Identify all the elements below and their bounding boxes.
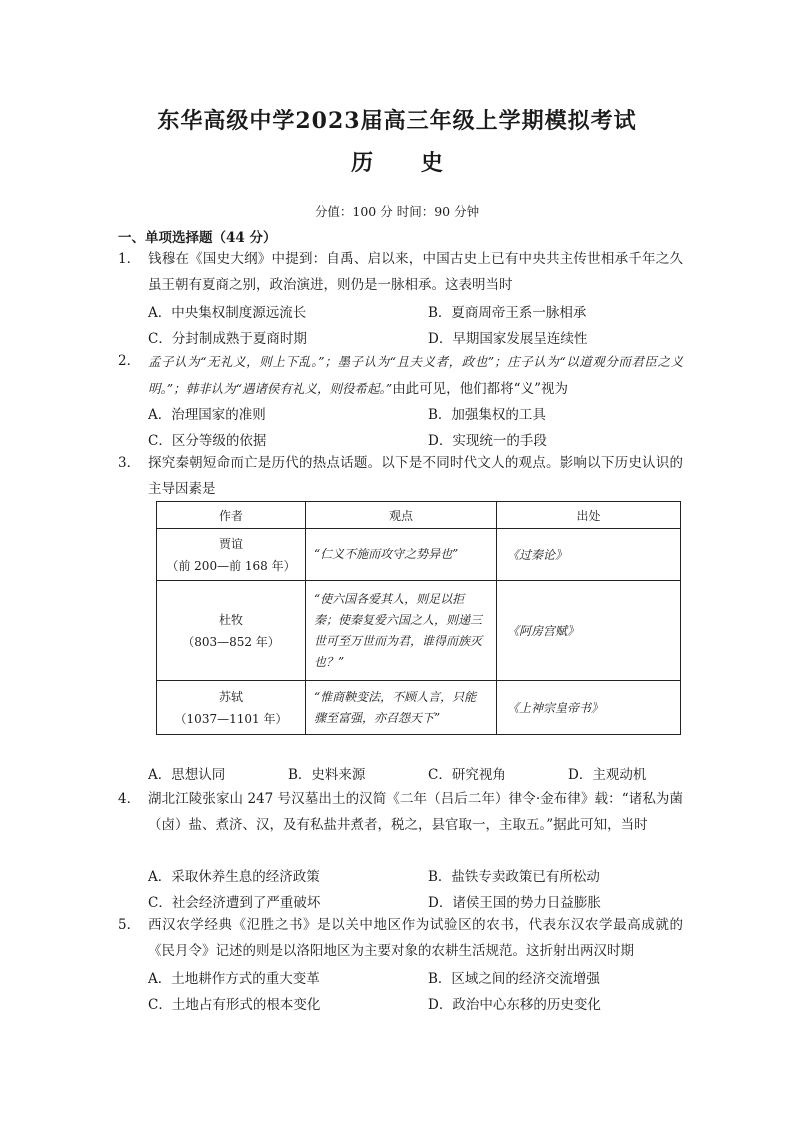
author-name: 苏轼 [218,689,243,704]
table-row [157,529,681,581]
option-d[interactable]: D．实现统一的手段 [428,433,547,449]
author-cell [157,681,306,735]
classical-quotes: 孟子认为“无礼义，则上下乱。”；墨子认为“且夫义者，政也”；庄子认为“以道观分而君臣之义明。”；韩非认为“遇诸侯有礼义，则役希起。” [148,354,683,396]
question-2 [118,349,683,402]
question-stem [148,349,683,402]
author-name: 贾谊 [218,536,243,551]
exam-meta: 分值：100 分 时间：90 分钟 [314,204,480,219]
author-years: （前 200—前 168 年） [166,558,296,573]
option-c[interactable]: C．研究视角 [428,767,506,783]
author-name: 杜牧 [218,612,243,627]
question-stem: 钱穆在《国史大纲》中提到：自禹、启以来，中国古史上已有中央共主传世相承千年之久虽王朝有夏商之别，政治演进，则仍是一脉相承。这表明当时 [148,251,683,293]
table-row [157,581,681,681]
option-a[interactable]: A．中央集权制度源远流长 [148,305,307,321]
question-stem: 湖北江陵张家山 247 号汉墓出土的汉简《二年（吕后二年）律令·金布律》载：“诸私为菌（卤）盐、煮济、汉，及有私盐井煮者，税之，县官取一，主取五。”据此可知，当时 [148,791,683,833]
view-cell: “仁义不施而攻守之势异也” [306,529,497,581]
question-1 [118,247,683,298]
option-d[interactable]: D．主观动机 [568,767,647,783]
option-d[interactable]: D．政治中心东移的历史变化 [428,997,601,1013]
author-cell [157,529,306,581]
table-row [157,681,681,735]
exam-title: 东华高级中学2023届高三年级上学期模拟考试 [157,108,637,134]
column-header: 观点 [306,502,497,529]
author-cell [157,581,306,681]
question-stem: 西汉农学经典《氾胜之书》是以关中地区作为试验区的农书，代表东汉农学最高成就的《民月令》记述的则是以洛阳地区为主要对象的农耕生活规范。这折射出两汉时期 [148,917,683,959]
question-number: 3． [118,455,141,471]
view-cell: “使六国各爱其人，则足以拒秦；使秦复爱六国之人，则递三世可至万世而为君，谁得而族灭也？” [306,581,497,681]
option-a[interactable]: A．土地耕作方式的重大变革 [148,971,320,987]
question-3 [118,451,683,502]
option-b[interactable]: B．盐铁专卖政策已有所松动 [428,869,600,885]
column-header: 出处 [497,502,681,529]
author-years: （803—852 年） [182,634,280,649]
option-c[interactable]: C．土地占有形式的根本变化 [148,997,321,1013]
question-stem: 探究秦朝短命而亡是历代的热点话题。以下是不同时代文人的观点。影响以下历史认识的主导因素是 [148,455,683,497]
option-c[interactable]: C．区分等级的依据 [148,433,267,449]
source-cell: 《过秦论》 [497,529,681,581]
subject-title: 历 史 [351,150,463,176]
section-heading: 一、单项选择题（44 分） [118,230,277,246]
option-c[interactable]: C．分封制成熟于夏商时期 [148,331,307,347]
question-5 [118,913,683,964]
question-number: 1． [118,251,141,267]
option-d[interactable]: D．早期国家发展呈连续性 [428,331,588,347]
source-cell: 《上神宗皇帝书》 [497,681,681,735]
option-b[interactable]: B．夏商周帝王系一脉相承 [428,305,587,321]
option-c[interactable]: C．社会经济遭到了严重破坏 [148,895,321,911]
option-b[interactable]: B．区域之间的经济交流增强 [428,971,600,987]
question-4 [118,787,683,838]
option-a[interactable]: A．思想认同 [148,767,226,783]
question-number: 4． [118,791,141,807]
viewpoints-table [156,501,681,735]
option-a[interactable]: A．采取休养生息的经济政策 [148,869,320,885]
option-d[interactable]: D．诸侯王国的势力日益膨胀 [428,895,601,911]
author-years: （1037—1101 年） [174,711,288,726]
question-stem-tail: 由此可见，他们都将“义”视为 [392,380,568,397]
question-number: 2． [118,353,141,369]
view-cell: “惟商鞅变法，不顾人言，只能骤至富强，亦召怨天下” [306,681,497,735]
column-header: 作者 [157,502,306,529]
option-b[interactable]: B．加强集权的工具 [428,407,546,423]
option-a[interactable]: A．治理国家的准则 [148,407,266,423]
question-number: 5． [118,917,141,933]
table-header-row [157,502,681,529]
option-b[interactable]: B．史料来源 [288,767,366,783]
source-cell: 《阿房宫赋》 [497,581,681,681]
